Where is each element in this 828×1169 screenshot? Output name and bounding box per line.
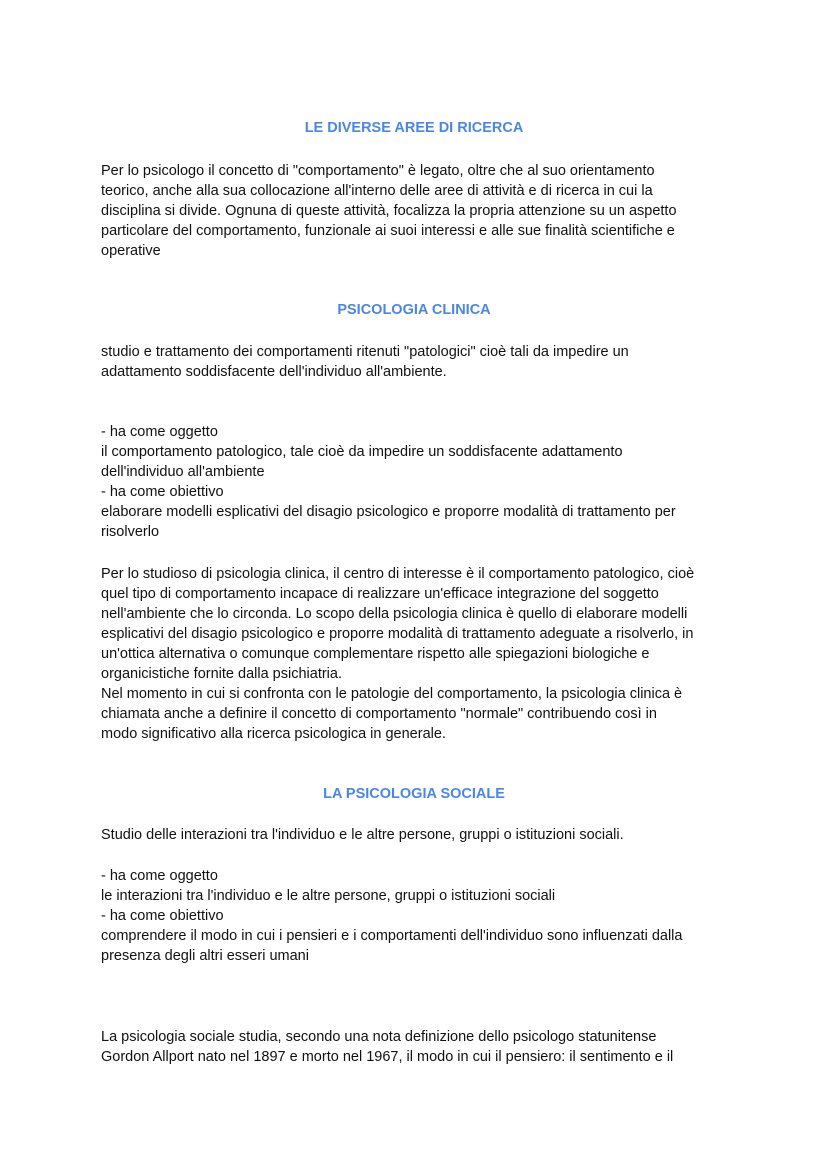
text-line: Gordon Allport nato nel 1897 e morto nel 1967, il modo in cui il pensiero: il sentimento e il [101, 1049, 674, 1065]
text-line: elaborare modelli esplicativi del disagio psicologico e proporre modalità di trattamento per [101, 504, 676, 520]
text-line: disciplina si divide. Ognuna di queste attività, focalizza la propria attenzione su un aspetto [101, 203, 677, 219]
paragraph-clinica-body [101, 564, 781, 744]
text-line: modo significativo alla ricerca psicologica in generale. [101, 726, 446, 742]
text-line: quel tipo di comportamento incapace di realizzare un'efficace integrazione del soggetto [101, 586, 659, 602]
text-line: - ha come oggetto [101, 868, 218, 884]
text-line: dell'individuo all'ambiente [101, 464, 265, 480]
heading-psicologia-sociale: LA PSICOLOGIA SOCIALE [323, 786, 505, 802]
text-line: - ha come obiettivo [101, 908, 224, 924]
text-line: Per lo psicologo il concetto di "comportamento" è legato, oltre che al suo orientamento [101, 163, 655, 179]
text-line: organicistiche fornite dalla psichiatria. [101, 666, 342, 682]
text-line: chiamata anche a definire il concetto di comportamento "normale" contribuendo così in [101, 706, 657, 722]
text-line: un'ottica alternativa o comunque complementare rispetto alle spiegazioni biologiche e [101, 646, 650, 662]
list-clinica [101, 422, 781, 542]
text-line: studio e trattamento dei comportamenti ritenuti "patologici" cioè tali da impedire un [101, 344, 629, 360]
text-line: comprendere il modo in cui i pensieri e i comportamenti dell'individuo sono influenzati dalla [101, 928, 683, 944]
text-line: il comportamento patologico, tale cioè da impedire un soddisfacente adattamento [101, 444, 623, 460]
text-line: particolare del comportamento, funzionale ai suoi interessi e alle sue finalità scientifiche e [101, 223, 675, 239]
paragraph-intro [101, 161, 781, 261]
heading-psicologia-clinica: PSICOLOGIA CLINICA [337, 302, 491, 318]
text-line: esplicativi del disagio psicologico e proporre modalità di trattamento adeguate a risolverlo, in [101, 626, 694, 642]
text-line: le interazioni tra l'individuo e le altre persone, gruppi o istituzioni sociali [101, 888, 556, 904]
text-line: - ha come obiettivo [101, 484, 224, 500]
text-line: adattamento soddisfacente dell'individuo all'ambiente. [101, 364, 447, 380]
paragraph-sociale-intro [101, 825, 781, 845]
text-line: Per lo studioso di psicologia clinica, il centro di interesse è il comportamento patologico, cioè [101, 566, 695, 582]
list-sociale [101, 866, 781, 966]
text-line: La psicologia sociale studia, secondo una nota definizione dello psicologo statunitense [101, 1029, 657, 1045]
paragraph-clinica-intro [101, 342, 781, 382]
text-line: risolverlo [101, 524, 160, 540]
text-line: - ha come oggetto [101, 424, 218, 440]
heading-diverse-aree: LE DIVERSE AREE DI RICERCA [304, 120, 524, 136]
text-line: Studio delle interazioni tra l'individuo e le altre persone, gruppi o istituzioni sociali. [101, 827, 624, 843]
paragraph-sociale-body [101, 1027, 781, 1067]
text-line: teorico, anche alla sua collocazione all'interno delle aree di attività e di ricerca in cui la [101, 183, 653, 199]
text-line: nell'ambiente che lo circonda. Lo scopo della psicologia clinica è quello di elaborare modelli [101, 606, 688, 622]
text-line: Nel momento in cui si confronta con le patologie del comportamento, la psicologia clinica è [101, 686, 683, 702]
text-line: operative [101, 243, 161, 259]
text-line: presenza degli altri esseri umani [101, 948, 309, 964]
